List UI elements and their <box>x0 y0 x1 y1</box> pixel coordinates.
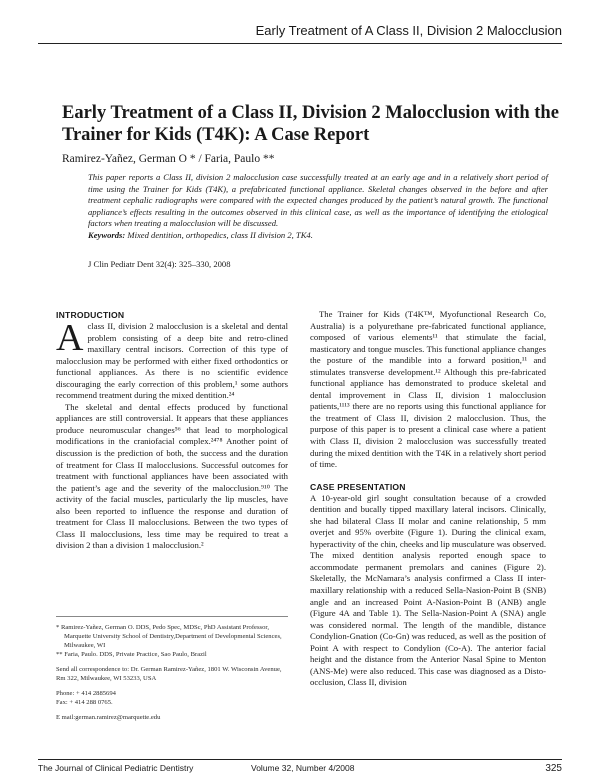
intro-paragraph-1 <box>56 317 288 402</box>
article-title: Early Treatment of a Class II, Division 2 Malocclusion with the Trainer for Kids (T4K): A Case Report <box>62 103 559 145</box>
intro-paragraph-2: The skeletal and dental effects produced by functional appliances are still controversial. It appears that these appliances produce neuromuscular changes⁵⁶ that lead to morphological modifications in the craniofacial complex.²⁴⁷⁸ Another point of discussion is the prediction of both, the success and the duration of treatment for Class II malocclusions. Successful outcomes for treatment with functional appliances have been associated with the patient’s age and the severity of the malocclusion.⁹¹⁰ The activity of the facial muscles, particularly the lip muscles, have also been reported to influence the response and duration of treatment for Class II malocclusions. Between the two types of Class II malocclusions, less time may be required to treat a division 2 than a division 1 malocclusion.² <box>56 401 288 551</box>
author-line: Ramirez-Yañez, German O * / Faria, Paulo ** <box>62 153 275 165</box>
footer-journal-name: The Journal of Clinical Pediatric Dentistry <box>38 763 194 773</box>
page-footer <box>38 763 562 775</box>
footer-rule <box>38 759 562 760</box>
running-head: Early Treatment of A Class II, Division 2 Malocclusion <box>38 22 562 44</box>
footer-volume: Volume 32, Number 4/2008 <box>251 763 355 773</box>
footnote-author-1: * Ramirez-Yañez, German O. DDS, Pedo Spec, MDSc, PhD Assistant Professor, Marquette University School of Dentistry,Department of Developmental Sciences, Milwaukee, WI <box>56 624 282 649</box>
keywords-label: Keywords: <box>88 229 126 240</box>
footnotes <box>56 616 288 722</box>
t4k-paragraph: The Trainer for Kids (T4K™, Myofunctional Research Co, Australia) is a polyurethane pre-fabricated functional appliance, composed of various elements¹¹ that stimulate the facial, masticatory and tongue muscles. This functional appliance changes the posture of the mandible into a forward position,¹¹ and stimulates transverse development.¹² Although this pre-fabricated functional appliance has demonstrated to produce skeletal and dental improvement in Class II, division 1 malocclusion patients,¹¹¹³ there are no reports using this functional appliance for the treatment of Class II, division 2 malocclusion. Thus, the purpose of this paper is to present a clinical case where a patient with Class II, division 2 malocclusion was successfully treated during the mixed dentition with the T4K in a relatively short period of time. <box>310 309 546 470</box>
journal-citation: J Clin Pediatr Dent 32(4): 325–330, 2008 <box>88 259 231 269</box>
footnote-author-2: ** Faria, Paulo. DDS, Private Practice, Sao Paulo, Brazil <box>56 651 207 658</box>
abstract <box>88 172 548 242</box>
case-paragraph: A 10-year-old girl sought consultation because of a crowded dentition and bucally tipped maxillary lateral incisors. Clinically, she had bilateral Class II molar and canine relationship, 5 mm overjet and 95% overbite (Figure 1). During the clinical exam, hyperactivity of the chin, cheeks and lip musculature was observed. The mixed dentition analysis reported enough space to accommodate permanent premolars and canines (Figure 2). Skeletally, the McNamara’s analysis confirmed a Class II inter-maxillary relationship with a reduced Sella-Nasion-Point B (SNB) angle and an increased Point A-Nasion-Point B (ANB) angle (Figure 4A and Table 1). The Sella-Nasion-Point A (SNA) angle was considered normal. The length of the mandible, distance Condylion-Gnation (Co-Gn) was reduced, as well as the position of Point A with respect to Condylion (Co-A). The anterior facial height and the distance from the Anterior Nasal Spine to Menton (ANS-Me) were also reduced. This case was diagnosed as a Disto-occlusion, Class II, division <box>310 492 546 688</box>
keywords-text: Mixed dentition, orthopedics, class II division 2, TK4. <box>127 229 313 240</box>
drop-cap: A <box>56 317 84 359</box>
section-heading-case-presentation: CASE PRESENTATION <box>310 481 406 492</box>
section-heading-introduction: INTRODUCTION <box>56 310 125 320</box>
abstract-text: This paper reports a Class II, division 2 malocclusion case successfully treated at an early age and in a relatively short period of time using the Trainer for Kids (T4K), a prefabricated functional appliance. Skeletal changes observed in the before and after treatment cephalic radiographs were compared with the expected changes produced by the patient’s natural growth. The functional appliance’s effects resulting in the outcomes observed in this clinical case, as well as the importance of identifying the etiological factors when treating a malocclusion will be discussed. <box>88 172 548 229</box>
page-number: 325 <box>545 763 562 774</box>
intro-paragraph-1-text: class II, division 2 malocclusion is a skeletal and dental problem consisting of a deep bite and retro-clined maxillary central incisors. Correction of this type of malocclusion may be performed with either fixed orthodontics or functional appliances. As there is no scientific evidence discouraging the early correction of this problem,¹ some authors recommend treatment during the mixed dentition.²⁴ <box>56 321 288 401</box>
phone-number: Phone: + 414 2885694 <box>56 690 116 697</box>
left-column <box>56 309 288 552</box>
correspondence-address: Send all correspondence to: Dr. German Ramirez-Yañez, 1801 W. Wisconsin Avenue, Rm 322, Milwaukee, WI 53233, USA <box>56 666 282 682</box>
email-address: E mail:german.ramirez@marquette.edu <box>56 714 161 721</box>
fax-number: Fax: + 414 288 0765. <box>56 699 113 706</box>
right-column <box>310 309 546 689</box>
